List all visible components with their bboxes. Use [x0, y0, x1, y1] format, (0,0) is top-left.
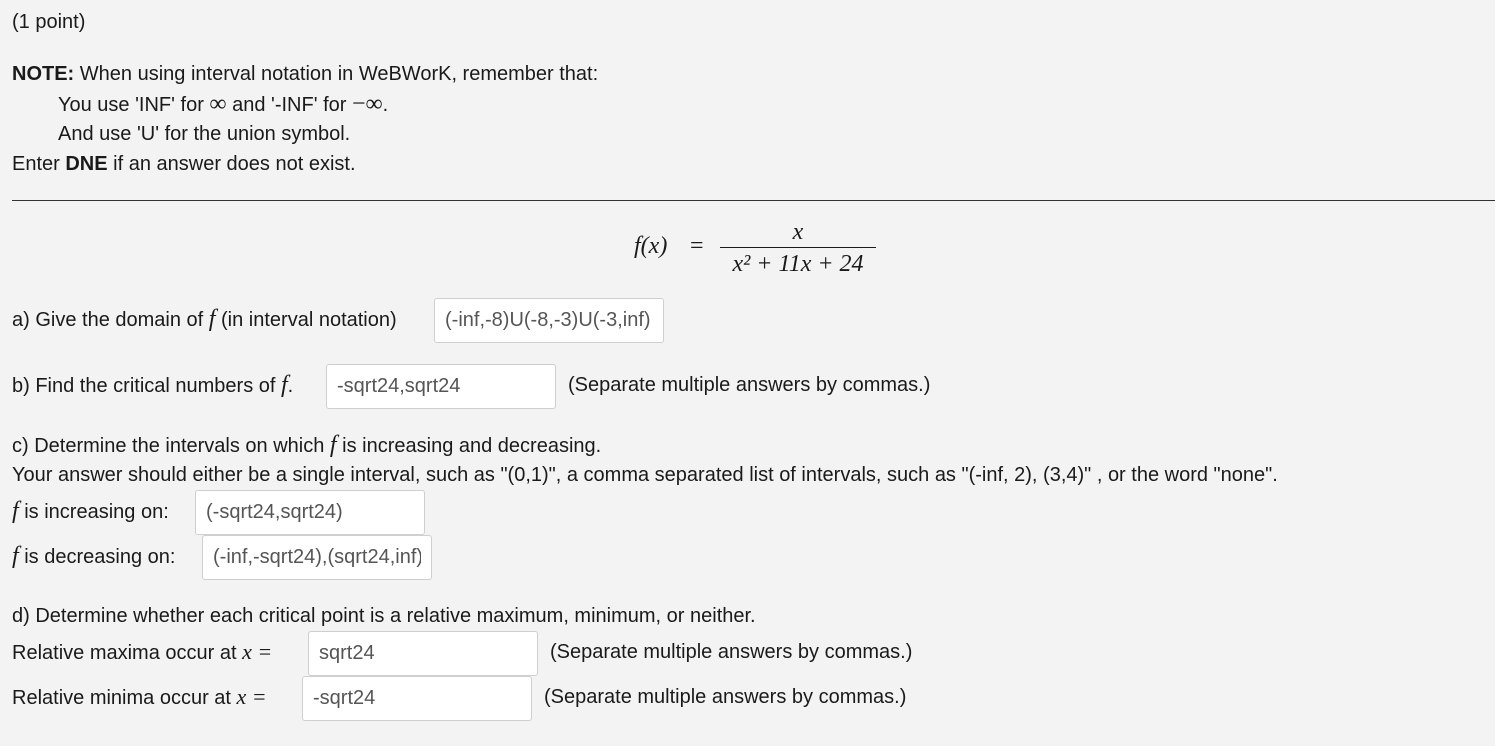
divider	[12, 200, 1495, 201]
domain-input[interactable]	[434, 298, 664, 343]
neg-infinity-symbol: −∞	[351, 91, 383, 117]
minima-label-text: Relative minima occur at	[12, 687, 237, 709]
part-c-instructions: Your answer should either be a single interval, such as "(0,1)", a comma separated list of intervals, such as "(-inf, 2), (3,4)" , or the word "none".	[12, 464, 1278, 486]
points-label: (1 point)	[12, 11, 86, 33]
increasing-label	[12, 499, 169, 524]
minima-hint: (Separate multiple answers by commas.)	[544, 686, 907, 708]
formula-denominator: x² + 11x + 24	[732, 251, 864, 277]
note-enter-text-a: Enter	[12, 153, 66, 175]
maxima-hint: (Separate multiple answers by commas.)	[550, 641, 913, 663]
part-a-prompt	[12, 307, 397, 332]
part-b-text-b: .	[287, 375, 294, 397]
note-dne-line	[12, 152, 356, 176]
minima-label	[12, 685, 267, 710]
infinity-symbol: ∞	[209, 91, 227, 117]
note-inf-line	[58, 92, 388, 117]
part-d-prompt: d) Determine whether each critical point is a relative maximum, minimum, or neither.	[12, 605, 756, 627]
note-inf-text-c: .	[382, 94, 389, 116]
part-b-prompt	[12, 373, 293, 398]
note-inf-text-b: and '-INF' for	[226, 94, 352, 116]
part-a-f-symbol: f	[208, 306, 216, 332]
formula-lhs: f(x)	[634, 233, 668, 259]
note-union-line: And use 'U' for the union symbol.	[58, 123, 351, 145]
part-b-f-symbol: f	[281, 372, 288, 398]
increasing-input[interactable]	[195, 490, 425, 535]
maxima-label	[12, 640, 272, 665]
dne-keyword: DNE	[65, 153, 108, 175]
decreasing-f-symbol: f	[12, 543, 19, 569]
decreasing-label-text: is decreasing on:	[18, 546, 176, 568]
note-line	[12, 62, 598, 86]
formula-equals: =	[690, 233, 704, 259]
critical-numbers-input[interactable]	[326, 364, 556, 409]
minima-x-equals: x =	[236, 684, 267, 709]
part-a-text-b: (in interval notation)	[215, 309, 397, 331]
decreasing-input[interactable]	[202, 535, 432, 580]
part-b-hint: (Separate multiple answers by commas.)	[568, 374, 931, 396]
formula-fraction	[720, 218, 876, 279]
fraction-bar	[720, 247, 876, 248]
note-inf-text-a: You use 'INF' for	[58, 94, 210, 116]
maxima-x-equals: x =	[242, 639, 273, 664]
note-enter-text-b: if an answer does not exist.	[107, 153, 356, 175]
increasing-f-symbol: f	[12, 498, 19, 524]
increasing-label-text: is increasing on:	[18, 501, 169, 523]
part-a-text-a: a) Give the domain of	[12, 309, 209, 331]
formula-numerator: x	[792, 219, 804, 245]
note-text: When using interval notation in WeBWorK, remember that:	[74, 63, 599, 85]
decreasing-label	[12, 544, 175, 569]
part-b-text-a: b) Find the critical numbers of	[12, 375, 281, 397]
minima-input[interactable]	[302, 676, 532, 721]
maxima-input[interactable]	[308, 631, 538, 676]
part-c-text-a: c) Determine the intervals on which	[12, 435, 330, 457]
part-c-prompt	[12, 433, 601, 458]
maxima-label-text: Relative maxima occur at	[12, 642, 243, 664]
note-label: NOTE:	[12, 63, 75, 85]
part-c-f-symbol: f	[329, 432, 337, 458]
part-c-text-b: is increasing and decreasing.	[336, 435, 602, 457]
